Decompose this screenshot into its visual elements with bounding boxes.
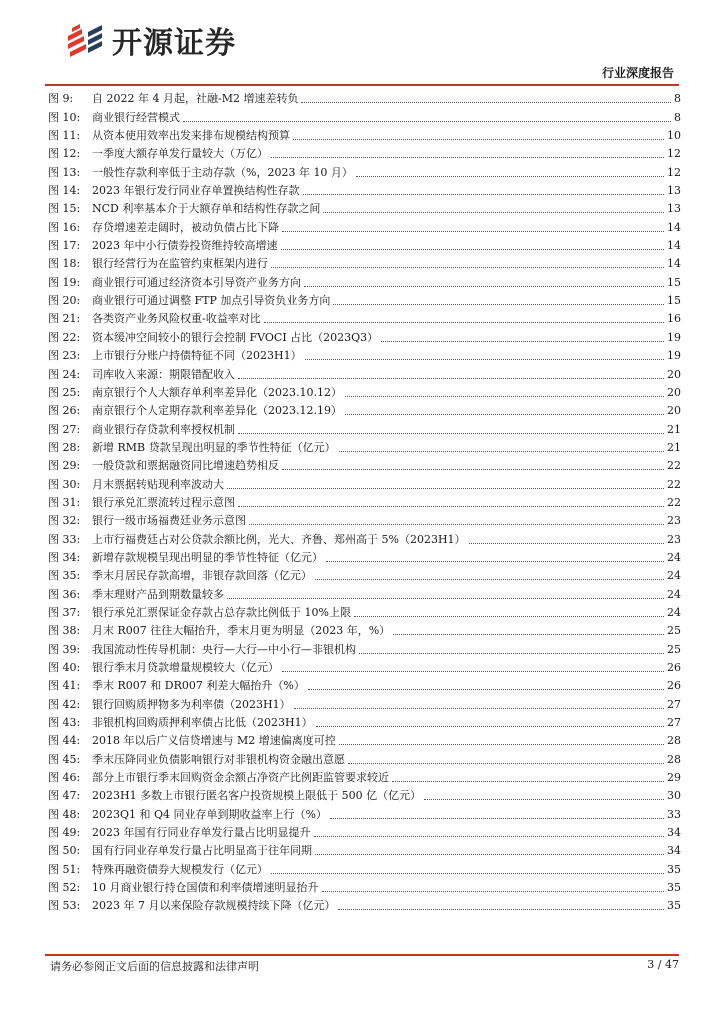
- figure-title: 银行承兑汇票流转过程示意图: [92, 495, 235, 509]
- dot-leader: [227, 597, 664, 599]
- figure-title: 我国流动性传导机制：央行—大行—中小行—非银机构: [92, 642, 356, 656]
- dot-leader: [238, 505, 664, 507]
- figure-list: [45, 88, 681, 913]
- toc-entry[interactable]: [45, 143, 681, 161]
- dot-leader: [359, 652, 664, 654]
- page-number: 28: [667, 734, 681, 748]
- dot-leader: [264, 321, 664, 323]
- dot-leader: [305, 358, 664, 360]
- toc-entry[interactable]: [45, 895, 681, 913]
- figure-number: 图 30:: [48, 477, 81, 491]
- figure-number: 图 39:: [48, 642, 81, 656]
- dot-leader: [303, 193, 665, 195]
- figure-title: 月末票据转贴现利率波动大: [92, 477, 224, 491]
- dot-leader: [338, 908, 664, 910]
- toc-entry[interactable]: [45, 253, 681, 271]
- figure-title: 从资本使用效率出发来排布规模结构预算: [92, 129, 290, 143]
- dot-leader: [294, 707, 664, 709]
- figure-number: 图 26:: [48, 404, 81, 418]
- page-number: 21: [667, 440, 681, 454]
- page-number: 35: [667, 862, 681, 876]
- figure-number: 图 38:: [48, 624, 81, 638]
- page-number: 19: [667, 330, 681, 344]
- page-number: 20: [667, 385, 681, 399]
- toc-entry[interactable]: [45, 400, 681, 418]
- toc-entry[interactable]: [45, 382, 681, 400]
- figure-title: 2023 年中小行债券投资维持较高增速: [92, 239, 278, 253]
- page-number: 25: [667, 624, 681, 638]
- page-number: 24: [667, 605, 681, 619]
- page-number: 20: [667, 404, 681, 418]
- figure-title: 一般贷款和票据融资同比增速趋势相反: [92, 459, 279, 473]
- figure-number: 图 16:: [48, 220, 81, 234]
- figure-title: 存贷增速差走阔时，被动负债占比下降: [92, 220, 279, 234]
- toc-entry[interactable]: [45, 547, 681, 565]
- figure-number: 图 18:: [48, 257, 81, 271]
- toc-entry[interactable]: [45, 106, 681, 124]
- page-number: 34: [667, 826, 681, 840]
- dot-leader: [345, 413, 664, 415]
- figure-title: 上市银行分账户持债特征不同（2023H1）: [92, 349, 302, 363]
- dot-leader: [392, 780, 664, 782]
- page-number: 14: [667, 220, 681, 234]
- toc-entry[interactable]: [45, 235, 681, 253]
- figure-number: 图 10:: [48, 110, 81, 124]
- figure-number: 图 37:: [48, 605, 81, 619]
- figure-number: 图 9:: [48, 92, 74, 106]
- figure-title: 南京银行个人定期存款利率差异化（2023.12.19）: [92, 404, 342, 418]
- dot-leader: [293, 138, 664, 140]
- page-number: 25: [667, 642, 681, 656]
- page-number: 22: [667, 495, 681, 509]
- figure-title: 季末月居民存款高增，非银存款回落（亿元）: [92, 569, 312, 583]
- dot-leader: [354, 615, 664, 617]
- page-number: 24: [667, 587, 681, 601]
- figure-title: 商业银行存贷款利率授权机制: [92, 422, 235, 436]
- toc-entry[interactable]: [45, 657, 681, 675]
- toc-entry[interactable]: [45, 510, 681, 528]
- dot-leader: [227, 487, 664, 489]
- figure-number: 图 43:: [48, 716, 81, 730]
- figure-title: 2023 年 7 月以来保险存款规模持续下降（亿元）: [92, 899, 336, 913]
- page-number: 14: [667, 239, 681, 253]
- company-logo: [58, 22, 298, 66]
- page-number: 12: [667, 147, 681, 161]
- toc-entry[interactable]: [45, 492, 681, 510]
- dot-leader: [348, 762, 664, 764]
- dot-leader: [238, 432, 664, 434]
- page-number: 21: [667, 422, 681, 436]
- figure-number: 图 50:: [48, 844, 81, 858]
- figure-title: 商业银行可通过经济资本引导资产业务方向: [92, 275, 301, 289]
- toc-entry[interactable]: [45, 345, 681, 363]
- page-number: 26: [667, 679, 681, 693]
- figure-title: 2023H1 多数上市银行匿名客户投资规模上限低于 500 亿（亿元）: [92, 789, 422, 803]
- figure-number: 图 45:: [48, 752, 81, 766]
- figure-title: 一般性存款利率低于主动存款（%，2023 年 10 月）: [92, 165, 353, 179]
- page-number: 15: [667, 275, 681, 289]
- figure-title: 一季度大额存单发行量较大（万亿）: [92, 147, 268, 161]
- dot-leader: [282, 468, 664, 470]
- page-number: 15: [667, 294, 681, 308]
- figure-number: 图 27:: [48, 422, 81, 436]
- page-number: 27: [667, 697, 681, 711]
- dot-leader: [469, 542, 664, 544]
- page-number: 27: [667, 716, 681, 730]
- page-number: 24: [667, 550, 681, 564]
- figure-number: 图 32:: [48, 514, 81, 528]
- figure-title: 10 月商业银行持仓国债和利率债增速明显抬升: [92, 881, 319, 895]
- dot-leader: [322, 890, 665, 892]
- dot-leader: [333, 303, 664, 305]
- page-number: 8: [674, 110, 681, 124]
- page-number: 24: [667, 569, 681, 583]
- figure-title: 新增 RMB 贷款呈现出明显的季节性特征（亿元）: [92, 440, 336, 454]
- figure-number: 图 12:: [48, 147, 81, 161]
- figure-title: 司库收入来源：期限错配收入: [92, 367, 235, 381]
- page-number: 34: [667, 844, 681, 858]
- logo-text: 开源证券: [112, 26, 236, 61]
- disclaimer-text: 请务必参阅正文后面的信息披露和法律声明: [50, 960, 259, 973]
- toc-entry[interactable]: [45, 290, 681, 308]
- page-number: 23: [667, 514, 681, 528]
- footer-divider: [45, 954, 679, 956]
- figure-number: 图 51:: [48, 862, 81, 876]
- figure-title: 月末 R007 往往大幅抬升，季末月更为明显（2023 年，%）: [92, 624, 391, 638]
- dot-leader: [183, 120, 671, 122]
- figure-number: 图 29:: [48, 459, 81, 473]
- toc-entry[interactable]: [45, 767, 681, 785]
- page-number: 26: [667, 661, 681, 674]
- figure-title: NCD 利率基本介于大额存单和结构性存款之间: [92, 202, 321, 216]
- page-number: 35: [667, 899, 681, 913]
- toc-entry[interactable]: [45, 638, 681, 656]
- figure-number: 图 22:: [48, 330, 81, 344]
- dot-leader: [271, 156, 664, 158]
- toc-entry[interactable]: [45, 271, 681, 289]
- page-number: 8: [674, 92, 681, 106]
- dot-leader: [314, 835, 665, 837]
- dot-leader: [356, 175, 664, 177]
- toc-entry[interactable]: [45, 803, 681, 821]
- figure-title: 非银机构回购质押利率债占比低（2023H1）: [92, 716, 313, 730]
- toc-entry[interactable]: [45, 418, 681, 436]
- page-number: 29: [667, 771, 681, 785]
- dot-leader: [238, 377, 664, 379]
- dot-leader: [345, 395, 664, 397]
- figure-title: 部分上市银行季末回购资金余额占净资产比例距监管要求较近: [92, 771, 389, 785]
- dot-leader: [315, 853, 664, 855]
- dot-leader: [282, 670, 664, 672]
- figure-number: 图 21:: [48, 312, 81, 326]
- figure-number: 图 24:: [48, 367, 81, 381]
- figure-number: 图 33:: [48, 532, 81, 546]
- toc-entry[interactable]: [45, 88, 681, 106]
- dot-leader: [271, 872, 664, 874]
- page-number: 16: [667, 312, 681, 326]
- figure-title: 上市行福费廷占对公贷款余额比例，光大、齐鲁、郑州高于 5%（2023H1）: [92, 532, 466, 546]
- figure-title: 季末理财产品到期数量较多: [92, 587, 224, 601]
- page-number: 35: [667, 881, 681, 895]
- toc-entry[interactable]: [45, 363, 681, 381]
- page-number: 13: [667, 202, 681, 216]
- toc-entry[interactable]: [45, 455, 681, 473]
- dot-leader: [301, 101, 671, 103]
- figure-title: 特殊再融资债券大规模发行（亿元）: [92, 862, 268, 876]
- toc-entry[interactable]: [45, 748, 681, 766]
- figure-number: 图 23:: [48, 349, 81, 363]
- toc-entry[interactable]: [45, 730, 681, 748]
- page-header: [0, 0, 724, 86]
- figure-title: 2023 年银行发行同业存单置换结构性存款: [92, 184, 300, 198]
- dot-leader: [326, 560, 664, 562]
- figure-title: 自 2022 年 4 月起，社融-M2 增速差转负: [92, 92, 299, 106]
- dot-leader: [316, 725, 664, 727]
- dot-leader: [308, 688, 664, 690]
- figure-title: 季末 R007 和 DR007 利差大幅抬升（%）: [92, 679, 305, 693]
- toc-entry[interactable]: [45, 326, 681, 344]
- figure-number: 图 11:: [48, 129, 81, 143]
- toc-entry[interactable]: [45, 198, 681, 216]
- logo-mark-icon: [58, 22, 106, 66]
- dot-leader: [339, 743, 664, 745]
- figure-number: 图 34:: [48, 550, 81, 564]
- toc-entry[interactable]: [45, 693, 681, 711]
- figure-number: 图 31:: [48, 495, 81, 509]
- toc-entry[interactable]: [45, 437, 681, 455]
- page-number: 28: [667, 752, 681, 766]
- figure-number: 图 46:: [48, 771, 81, 785]
- toc-entry[interactable]: [45, 675, 681, 693]
- page-number: 22: [667, 477, 681, 491]
- toc-entry[interactable]: [45, 216, 681, 234]
- figure-title: 银行一级市场福费廷业务示意图: [92, 514, 246, 528]
- figure-title: 2018 年以后广义信贷增速与 M2 增速偏离度可控: [92, 734, 336, 748]
- figure-title: 2023 年国有行同业存单发行量占比明显提升: [92, 826, 311, 840]
- figure-number: 图 41:: [48, 679, 81, 693]
- figure-number: 图 40:: [48, 661, 81, 674]
- figure-number: 图 14:: [48, 184, 81, 198]
- figure-title: 商业银行可通过调整 FTP 加点引导资负业务方向: [92, 294, 331, 308]
- page-number: 20: [667, 367, 681, 381]
- figure-title: 商业银行经营模式: [92, 110, 180, 124]
- toc-entry[interactable]: [45, 473, 681, 491]
- toc-entry[interactable]: [45, 125, 681, 143]
- dot-leader: [271, 266, 664, 268]
- figure-number: 图 25:: [48, 385, 81, 399]
- page-number: 12: [667, 165, 681, 179]
- toc-entry[interactable]: [45, 565, 681, 583]
- report-type-label: 行业深度报告: [601, 66, 674, 80]
- toc-entry[interactable]: [45, 528, 681, 546]
- dot-leader: [249, 523, 664, 525]
- figure-number: 图 15:: [48, 202, 81, 216]
- header-divider: [45, 84, 679, 86]
- page-number: 19: [667, 349, 681, 363]
- dot-leader: [304, 285, 664, 287]
- figure-number: 图 28:: [48, 440, 81, 454]
- toc-entry[interactable]: [45, 840, 681, 858]
- dot-leader: [424, 798, 664, 800]
- toc-entry[interactable]: [45, 822, 681, 840]
- toc-entry[interactable]: [45, 602, 681, 620]
- toc-entry[interactable]: [45, 620, 681, 638]
- dot-leader: [315, 578, 664, 580]
- toc-entry[interactable]: [45, 858, 681, 876]
- toc-entry[interactable]: [45, 308, 681, 326]
- figure-number: 图 17:: [48, 239, 81, 253]
- figure-title: 国有行同业存单发行量占比明显高于往年同期: [92, 844, 312, 858]
- figure-title: 银行回购质押物多为利率债（2023H1）: [92, 697, 291, 711]
- figure-title: 南京银行个人大额存单利率差异化（2023.10.12）: [92, 385, 342, 399]
- page-number: 10: [667, 129, 681, 143]
- page-number: 23: [667, 532, 681, 546]
- page-number: 13: [667, 184, 681, 198]
- page-indicator: 3 / 47: [647, 958, 679, 971]
- figure-number: 图 53:: [48, 899, 81, 913]
- figure-title: 2023Q1 和 Q4 同业存单到期收益率上行（%）: [92, 807, 327, 821]
- figure-number: 图 19:: [48, 275, 81, 289]
- figure-number: 图 48:: [48, 807, 81, 821]
- figure-title: 新增存款规模呈现出明显的季节性特征（亿元）: [92, 550, 323, 564]
- figure-title: 银行季末月贷款增量规模较大（亿元）: [92, 661, 279, 674]
- figure-number: 图 44:: [48, 734, 81, 748]
- figure-title: 银行经营行为在监管约束框架内进行: [92, 257, 268, 271]
- figure-number: 图 47:: [48, 789, 81, 803]
- toc-entry[interactable]: [45, 161, 681, 179]
- dot-leader: [381, 340, 664, 342]
- toc-entry[interactable]: [45, 180, 681, 198]
- figure-number: 图 52:: [48, 881, 81, 895]
- page-number: 14: [667, 257, 681, 271]
- figure-number: 图 49:: [48, 826, 81, 840]
- toc-entry[interactable]: [45, 785, 681, 803]
- toc-entry[interactable]: [45, 583, 681, 601]
- dot-leader: [339, 450, 664, 452]
- dot-leader: [330, 817, 664, 819]
- figure-number: 图 42:: [48, 697, 81, 711]
- page-number: 22: [667, 459, 681, 473]
- toc-entry[interactable]: [45, 712, 681, 730]
- figure-number: 图 35:: [48, 569, 81, 583]
- figure-title: 季末压降同业负债影响银行对非银机构资金融出意愿: [92, 752, 345, 766]
- figure-title: 资本缓冲空间较小的银行会控制 FVOCI 占比（2023Q3）: [92, 330, 379, 344]
- dot-leader: [281, 248, 665, 250]
- page-number: 33: [667, 807, 681, 821]
- figure-number: 图 13:: [48, 165, 81, 179]
- figure-number: 图 20:: [48, 294, 81, 308]
- toc-entry[interactable]: [45, 877, 681, 895]
- dot-leader: [282, 230, 664, 232]
- dot-leader: [393, 633, 664, 635]
- page-number: 30: [667, 789, 681, 803]
- dot-leader: [323, 211, 664, 213]
- figure-number: 图 36:: [48, 587, 81, 601]
- figure-title: 各类资产业务风险权重-收益率对比: [92, 312, 261, 326]
- figure-title: 银行承兑汇票保证金存款占总存款比例低于 10%上限: [92, 605, 351, 619]
